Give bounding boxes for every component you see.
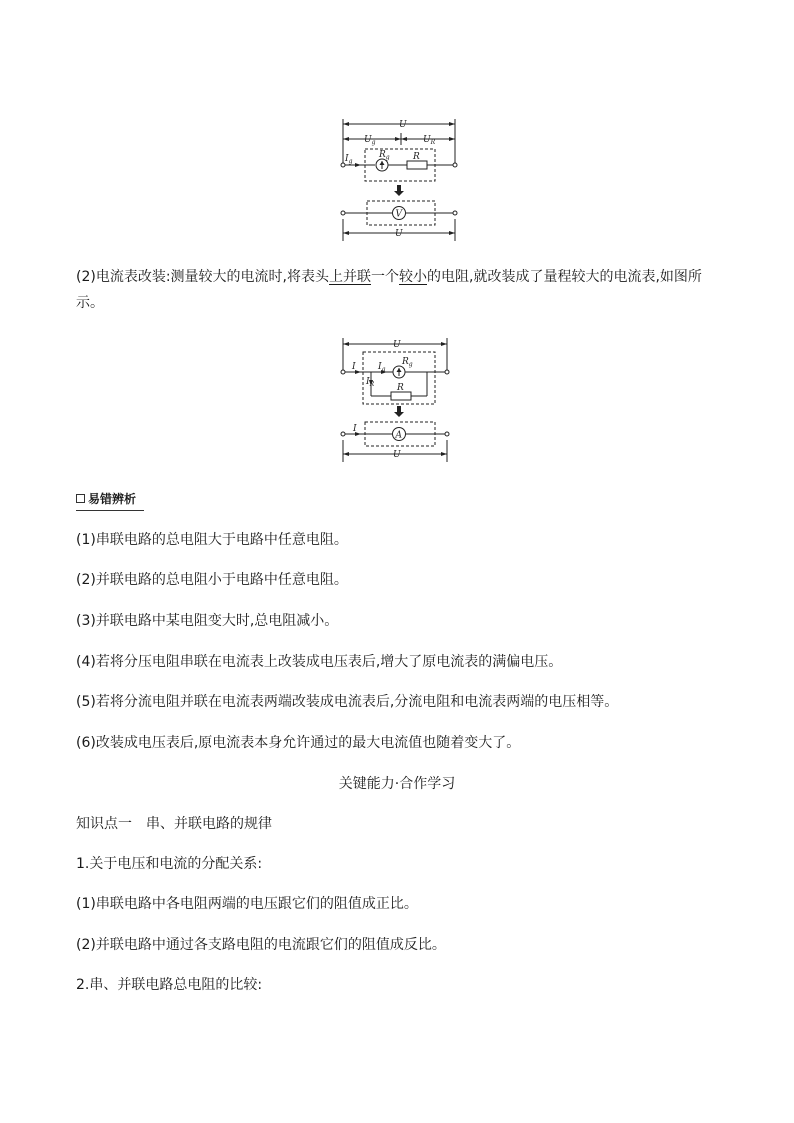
label-Rg: $R_g$ <box>379 150 390 161</box>
label-Ug: $U_g$ <box>364 135 376 146</box>
label-U-top: U <box>399 120 407 130</box>
label-I: I <box>352 362 356 372</box>
ammeter-conversion-text <box>76 264 726 316</box>
label-U-bottom: U <box>395 229 403 239</box>
label-R: R <box>397 383 404 393</box>
error-item-2: (2)并联电路的总电阻小于电路中任意电阻。 <box>76 572 348 588</box>
compare-title: 2.串、并联电路总电阻的比较: <box>76 977 263 993</box>
badge-underline <box>76 510 144 511</box>
item2-underline-1: 上并联 <box>329 269 371 285</box>
rules-title: 1.关于电压和电流的分配关系: <box>76 856 263 872</box>
error-item-6: (6)改装成电压表后,原电流表本身允许通过的最大电流值也随着变大了。 <box>76 735 521 751</box>
label-UR: $U_R$ <box>423 135 436 146</box>
ammeter-conversion-diagram <box>335 334 465 466</box>
knowledge-point-heading: 知识点一 串、并联电路的规律 <box>76 816 272 832</box>
common-errors-badge <box>76 490 136 507</box>
voltmeter-conversion-figure <box>335 115 465 245</box>
item2-mid: 一个 <box>371 269 399 285</box>
ammeter-symbol: A <box>395 430 402 441</box>
item2-prefix: (2)电流表改装:测量较大的电流时,将表头 <box>76 269 329 285</box>
voltmeter-symbol: V <box>395 209 402 220</box>
voltmeter-conversion-diagram <box>335 115 465 245</box>
badge-square-icon <box>76 494 85 503</box>
label-R: R <box>413 152 420 162</box>
error-item-1: (1)串联电路的总电阻大于电路中任意电阻。 <box>76 532 348 548</box>
label-Ig: $I_g$ <box>378 362 386 373</box>
error-item-3: (3)并联电路中某电阻变大时,总电阻减小。 <box>76 613 339 629</box>
section-title: 关键能力·合作学习 <box>338 776 456 792</box>
error-item-5: (5)若将分流电阻并联在电流表两端改装成电流表后,分流电阻和电流表两端的电压相等。 <box>76 694 619 710</box>
label-U-top: U <box>393 340 401 350</box>
item2-underline-2: 较小 <box>399 269 427 285</box>
label-I-bottom: I <box>353 424 357 434</box>
ammeter-conversion-figure <box>335 334 465 466</box>
rule-item-1: (1)串联电路中各电阻两端的电压跟它们的阻值成正比。 <box>76 896 418 912</box>
label-Rg: $R_g$ <box>402 357 413 368</box>
label-Ig: $I_g$ <box>345 154 353 165</box>
error-item-4: (4)若将分压电阻串联在电流表上改装成电压表后,增大了原电流表的满偏电压。 <box>76 654 563 670</box>
rule-item-2: (2)并联电路中通过各支路电阻的电流跟它们的阻值成反比。 <box>76 937 446 953</box>
item2-suffix: 的电阻,就改装成了量程较大的电流表,如图所示。 <box>76 269 702 311</box>
label-U-bottom: U <box>393 450 401 460</box>
label-IR: $I_R$ <box>366 377 375 388</box>
badge-label: 易错辨析 <box>88 492 137 506</box>
